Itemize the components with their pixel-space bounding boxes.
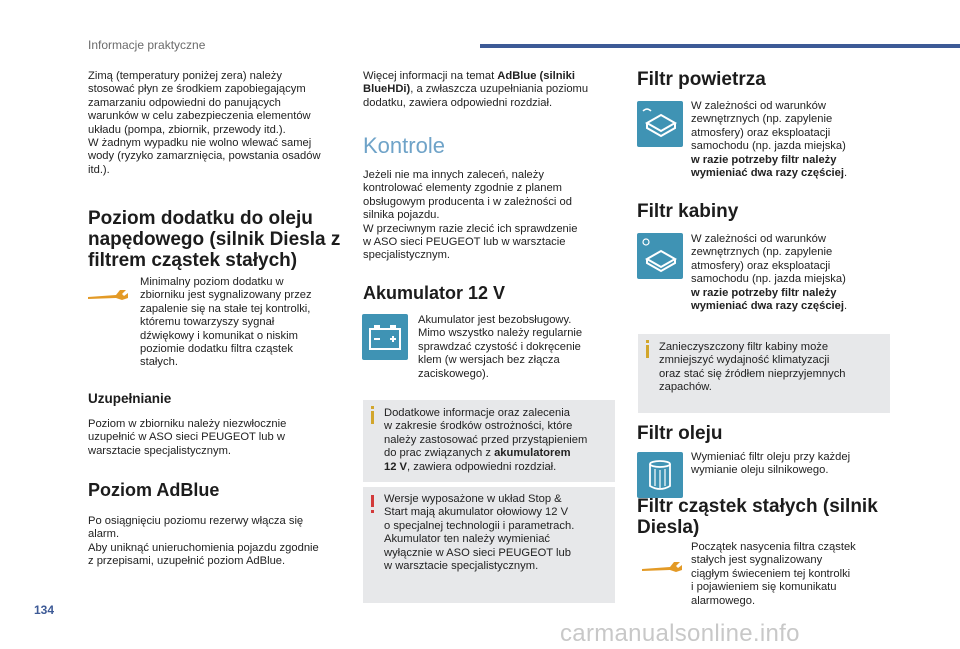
air-filter-heading: Filtr powietrza (637, 69, 766, 90)
battery-heading: Akumulator 12 V (363, 283, 506, 303)
page-number: 134 (34, 603, 55, 617)
cabin-filter-text: W zależności od warunków zewnętrznych (np. zapylenie atmosfery) oraz eksploatacji samochodu (np. jazda miejska) w razie potrzeby filtr należy wymieniać dwa razy częściej. (691, 233, 848, 313)
watermark: carmanualsonline.info (560, 620, 800, 647)
battery-warning-text: Wersje wyposażone w układ Stop & Start mają akumulator ołowiowy 12 V o specjalnej technologii i parametrach. Akumulator ten należy wymieniać wyłącznie w ASO sieci PEUGEOT lub w warsztacie specjalistycznym. (384, 493, 575, 573)
air-filter-text: W zależności od warunków zewnętrznych (np. zapylenie atmosfery) oraz eksploatacji samochodu (np. jazda miejska) w razie potrzeby filtr należy wymieniać dwa razy częściej. (691, 100, 848, 180)
battery-icon (362, 314, 408, 360)
oil-filter-text: Wymieniać filtr oleju przy każdej wymianie oleju silnikowego. (691, 451, 851, 477)
adblue-more-info: Więcej informacji na temat AdBlue (silniki BlueHDi), a zwłaszcza uzupełniania poziomu dodatku, zawiera odpowiedni rozdział. (363, 70, 589, 109)
particle-filter-heading: Filtr cząstek stałych (silnik Diesla) (637, 496, 878, 538)
wrench-warning-icon (640, 556, 684, 578)
kontrole-text: Jeżeli nie ma innych zaleceń, należy kontrolować elementy zgodnie z planem obsługowym producenta i w zależności od silnika pojazdu. W przeciwnym razie zlecić ich sprawdzenie w ASO sieci PEUGEOT lub w warsztacie specjalistycznym. (363, 169, 578, 262)
cabin-filter-icon (637, 233, 683, 279)
cabin-filter-info-box (638, 334, 890, 413)
antifreeze-paragraph: Zimą (temperatury poniżej zera) należy stosować płyn ze środkiem zapobiegającym zamarzaniu odpowiedni do panujących warunków w celu zabezpieczenia elementów układu (pompa, zbiornik, przewody itd.). W żadnym wypadku nie wolno wlewać samej wody (ryzyko zamarznięcia, powstania osadów itd.). (88, 70, 321, 176)
header-accent-bar (480, 44, 960, 48)
battery-info-text: Dodatkowe informacje oraz zalecenia w zakresie środków ostrożności, które należy zastosować przed przystąpieniem do prac związanych z akumulatorem 12 V, zawiera odpowiedni rozdział. (384, 407, 588, 473)
diesel-additive-text: Minimalny poziom dodatku w zbiorniku jest sygnalizowany przez zapalenie się na stałe tej kontrolki, któremu towarzyszy sygnał dźwiękowy i komunikat o niskim poziomie dodatku filtra cząstek stałych. (140, 276, 312, 369)
particle-filter-text: Początek nasycenia filtra cząstek stałych jest sygnalizowany ciągłym świeceniem tej kontrolki i pojawieniem się komunikatu alarmowego. (691, 541, 856, 607)
refill-heading: Uzupełnianie (88, 391, 172, 406)
info-icon (646, 345, 649, 358)
wrench-warning-icon (86, 284, 130, 306)
air-filter-icon (637, 101, 683, 147)
battery-info-box (363, 400, 615, 482)
adblue-text: Po osiągnięciu poziomu rezerwy włącza się alarm. Aby uniknąć unieruchomienia pojazdu zgodnie z przepisami, uzupełnić poziom AdBlue. (88, 515, 319, 568)
adblue-heading: Poziom AdBlue (88, 480, 220, 500)
section-header: Informacje praktyczne (88, 38, 206, 52)
cabin-filter-info-text: Zanieczyszczony filtr kabiny może zmniejszyć wydajność klimatyzacji oraz stać się źródłem nieprzyjemnych zapachów. (659, 341, 846, 394)
exclamation-icon (371, 495, 374, 507)
kontrole-heading: Kontrole (363, 133, 445, 158)
refill-text: Poziom w zbiorniku należy niezwłocznie uzupełnić w ASO sieci PEUGEOT lub w warsztacie specjalistycznym. (88, 418, 287, 457)
info-icon (371, 411, 374, 424)
battery-text: Akumulator jest bezobsługowy. Mimo wszystko należy regularnie sprawdzać czystość i dokręcenie klem (w wersjach bez złącza zaciskowego). (418, 314, 583, 380)
oil-filter-heading: Filtr oleju (637, 423, 723, 444)
oil-filter-icon (637, 452, 683, 498)
battery-warning-box (363, 487, 615, 603)
cabin-filter-heading: Filtr kabiny (637, 201, 739, 222)
diesel-additive-heading: Poziom dodatku do oleju napędowego (silnik Diesla z filtrem cząstek stałych) (88, 208, 341, 271)
